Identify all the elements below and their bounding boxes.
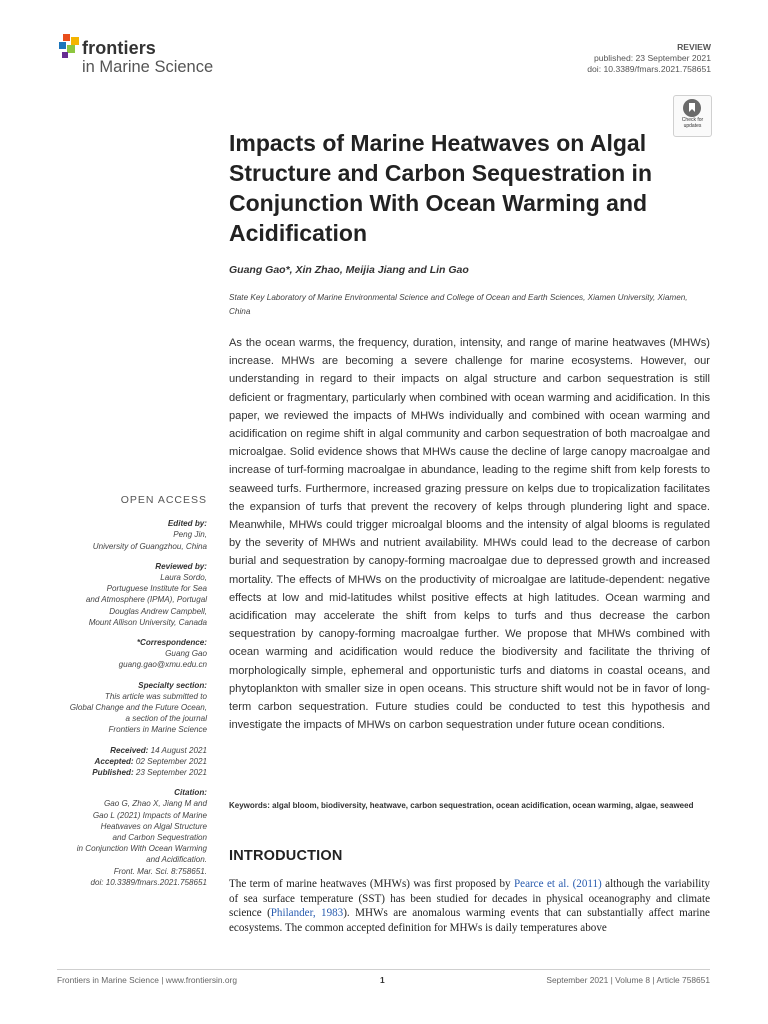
article-sidebar bbox=[45, 495, 207, 888]
intro-text-part: although the variability of sea surface temperature (SST) has been studied for decades in physical oceanography and climate science ( bbox=[229, 878, 710, 920]
specialty-line: Global Change and the Future Ocean, bbox=[69, 703, 207, 713]
published-label: Published: bbox=[92, 768, 134, 778]
published-date: published: 23 September 2021 bbox=[593, 53, 711, 63]
keywords bbox=[229, 801, 710, 812]
journal-name: in Marine Science bbox=[82, 58, 214, 76]
intro-text-part: ). MHWs are anomalous warming events that can substantially affect marine ecosystems. The common accepted definition for MHWs is daily temperatures above bbox=[229, 907, 710, 935]
citation-line: Gao G, Zhao X, Jiang M and bbox=[103, 799, 207, 809]
citation-label: Citation: bbox=[174, 788, 207, 798]
abstract: As the ocean warms, the frequency, duration, intensity, and range of marine heatwaves (MHWs) increase. MHWs are becoming a severe challenge for marine ecosystems. However, our understanding in regard to their impacts on algal structure and carbon sequestration is still deficient or fragmentary, particularly when combined with ocean warming and acidification. In this paper, we reviewed the impacts of MHWs individually and combined with ocean warming and acidification on regime shift in algal community and carbon sequestration of both macroalgae and microalgae. Solid evidence shows that MHWs cause the decline of large canopy macroalgae and increase of turf-forming macroalgae in abundance, leading to the regime shift from kelp forests to seaweed turfs. Furthermore, increased grazing pressure on kelps due to tropicalization facilitates the expansion of turfs that prevent the recovery of kelps through plundering light and space. Meanwhile, MHWs could trigger microalgal blooms and the intensity of algal blooms is regulated by the severity of MHWs and nutrient availability. MHWs could lead to the decrease of carbon burial and sequestration by canopy-forming macroalgae due to depressed growth and increased mortality. The effects of MHWs on the productivity of microalgae are latitude-dependent: negative effects at low and mid-latitudes whilst positive effects at high latitudes. Ocean warming and acidification may accelerate the shift from kelps to turfs and thus decrease the carbon sequestration by canopy-forming macroalgae further. We propose that MHWs combined with ocean warming and acidification would reduce the biodiversity and facilitate the thriving of morphologically simple, ephemeral and opportunistic turfs and diatoms in coastal oceans, and phytoplankton with smaller size in open oceans. This structure shift would not be in favor of long-term carbon sequestration. Future studies could be conducted to test this hypothesis and investigate the impacts of MHWs on carbon sequestration under future ocean conditions. bbox=[229, 337, 710, 732]
reviewer-line: and Atmosphere (IPMA), Portugal bbox=[85, 595, 207, 605]
specialty-section-label: Specialty section: bbox=[138, 680, 207, 690]
accepted-label: Accepted: bbox=[94, 756, 134, 766]
section-heading-introduction: INTRODUCTION bbox=[229, 848, 343, 864]
citation-line: Heatwaves on Algal Structure bbox=[100, 821, 207, 831]
editor-line: University of Guangzhou, China bbox=[92, 541, 207, 551]
affiliation: State Key Laboratory of Marine Environmental Science and College of Ocean and Earth Sciences, Xiamen University, Xiamen, China bbox=[229, 293, 688, 316]
intro-text-part: The term of marine heatwaves (MHWs) was first proposed by bbox=[229, 878, 514, 890]
specialty-line: a section of the journal bbox=[125, 714, 207, 724]
citation-line: and Acidification. bbox=[146, 855, 207, 865]
specialty-line: This article was submitted to bbox=[104, 691, 207, 701]
reviewer-line: Laura Sordo, bbox=[160, 573, 207, 583]
introduction-paragraph bbox=[229, 877, 710, 936]
received-label: Received: bbox=[110, 745, 149, 755]
correspondence-name: Guang Gao bbox=[165, 649, 207, 659]
keywords-text: algal bloom, biodiversity, heatwave, carbon sequestration, ocean acidification, ocean warming, algae, seaweed bbox=[272, 801, 694, 810]
reviewer-line: Douglas Andrew Campbell, bbox=[109, 606, 207, 616]
correspondence-label: *Correspondence: bbox=[136, 638, 207, 648]
edited-by-label: Edited by: bbox=[167, 519, 207, 529]
correspondence-email[interactable]: guang.gao@xmu.edu.cn bbox=[118, 660, 207, 670]
citation-link[interactable]: Philander, 1983 bbox=[270, 907, 344, 920]
specialty-line: Frontiers in Marine Science bbox=[108, 725, 207, 735]
published-date-sidebar: 23 September 2021 bbox=[135, 768, 207, 778]
citation-line: in Conjunction With Ocean Warming bbox=[76, 844, 207, 854]
received-date: 14 August 2021 bbox=[150, 745, 207, 755]
keywords-label: Keywords: bbox=[229, 801, 270, 810]
footer-divider bbox=[57, 969, 710, 970]
reviewer-line: Portuguese Institute for Sea bbox=[106, 584, 207, 594]
article-dates bbox=[45, 745, 207, 779]
article-title: Impacts of Marine Heatwaves on Algal Structure and Carbon Sequestration in Conjunction With Ocean Warming and Acidification bbox=[229, 130, 652, 246]
journal-logo[interactable] bbox=[57, 34, 257, 82]
citation-line: and Carbon Sequestration bbox=[112, 833, 207, 843]
doi-link[interactable]: doi: 10.3389/fmars.2021.758651 bbox=[587, 64, 711, 74]
citation-line: Front. Mar. Sci. 8:758651. bbox=[113, 866, 207, 876]
citation-link[interactable]: Pearce et al. (2011) bbox=[513, 878, 602, 890]
open-access-label: OPEN ACCESS bbox=[120, 494, 207, 506]
citation-line: Gao L (2021) Impacts of Marine bbox=[92, 810, 207, 820]
brand-name: frontiers bbox=[82, 38, 156, 58]
frontiers-logo-icon bbox=[57, 34, 81, 60]
article-type: REVIEW bbox=[677, 42, 711, 52]
article-meta bbox=[587, 42, 711, 75]
bookmark-icon bbox=[683, 99, 701, 117]
reviewer-line: Mount Allison University, Canada bbox=[88, 617, 207, 627]
editor-line: Peng Jin, bbox=[173, 530, 207, 540]
author-list[interactable]: Guang Gao*, Xin Zhao, Meijia Jiang and Lin Gao bbox=[229, 264, 469, 276]
page-number: 1 bbox=[380, 975, 385, 985]
accepted-date: 02 September 2021 bbox=[135, 756, 207, 766]
footer-issue: September 2021 | Volume 8 | Article 758651 bbox=[546, 975, 710, 985]
footer-journal[interactable]: Frontiers in Marine Science | www.frontiersin.org bbox=[57, 975, 237, 985]
check-updates-label: Check for updates bbox=[681, 117, 704, 129]
reviewed-by-label: Reviewed by: bbox=[155, 561, 207, 571]
citation-doi[interactable]: doi: 10.3389/fmars.2021.758651 bbox=[90, 877, 207, 887]
